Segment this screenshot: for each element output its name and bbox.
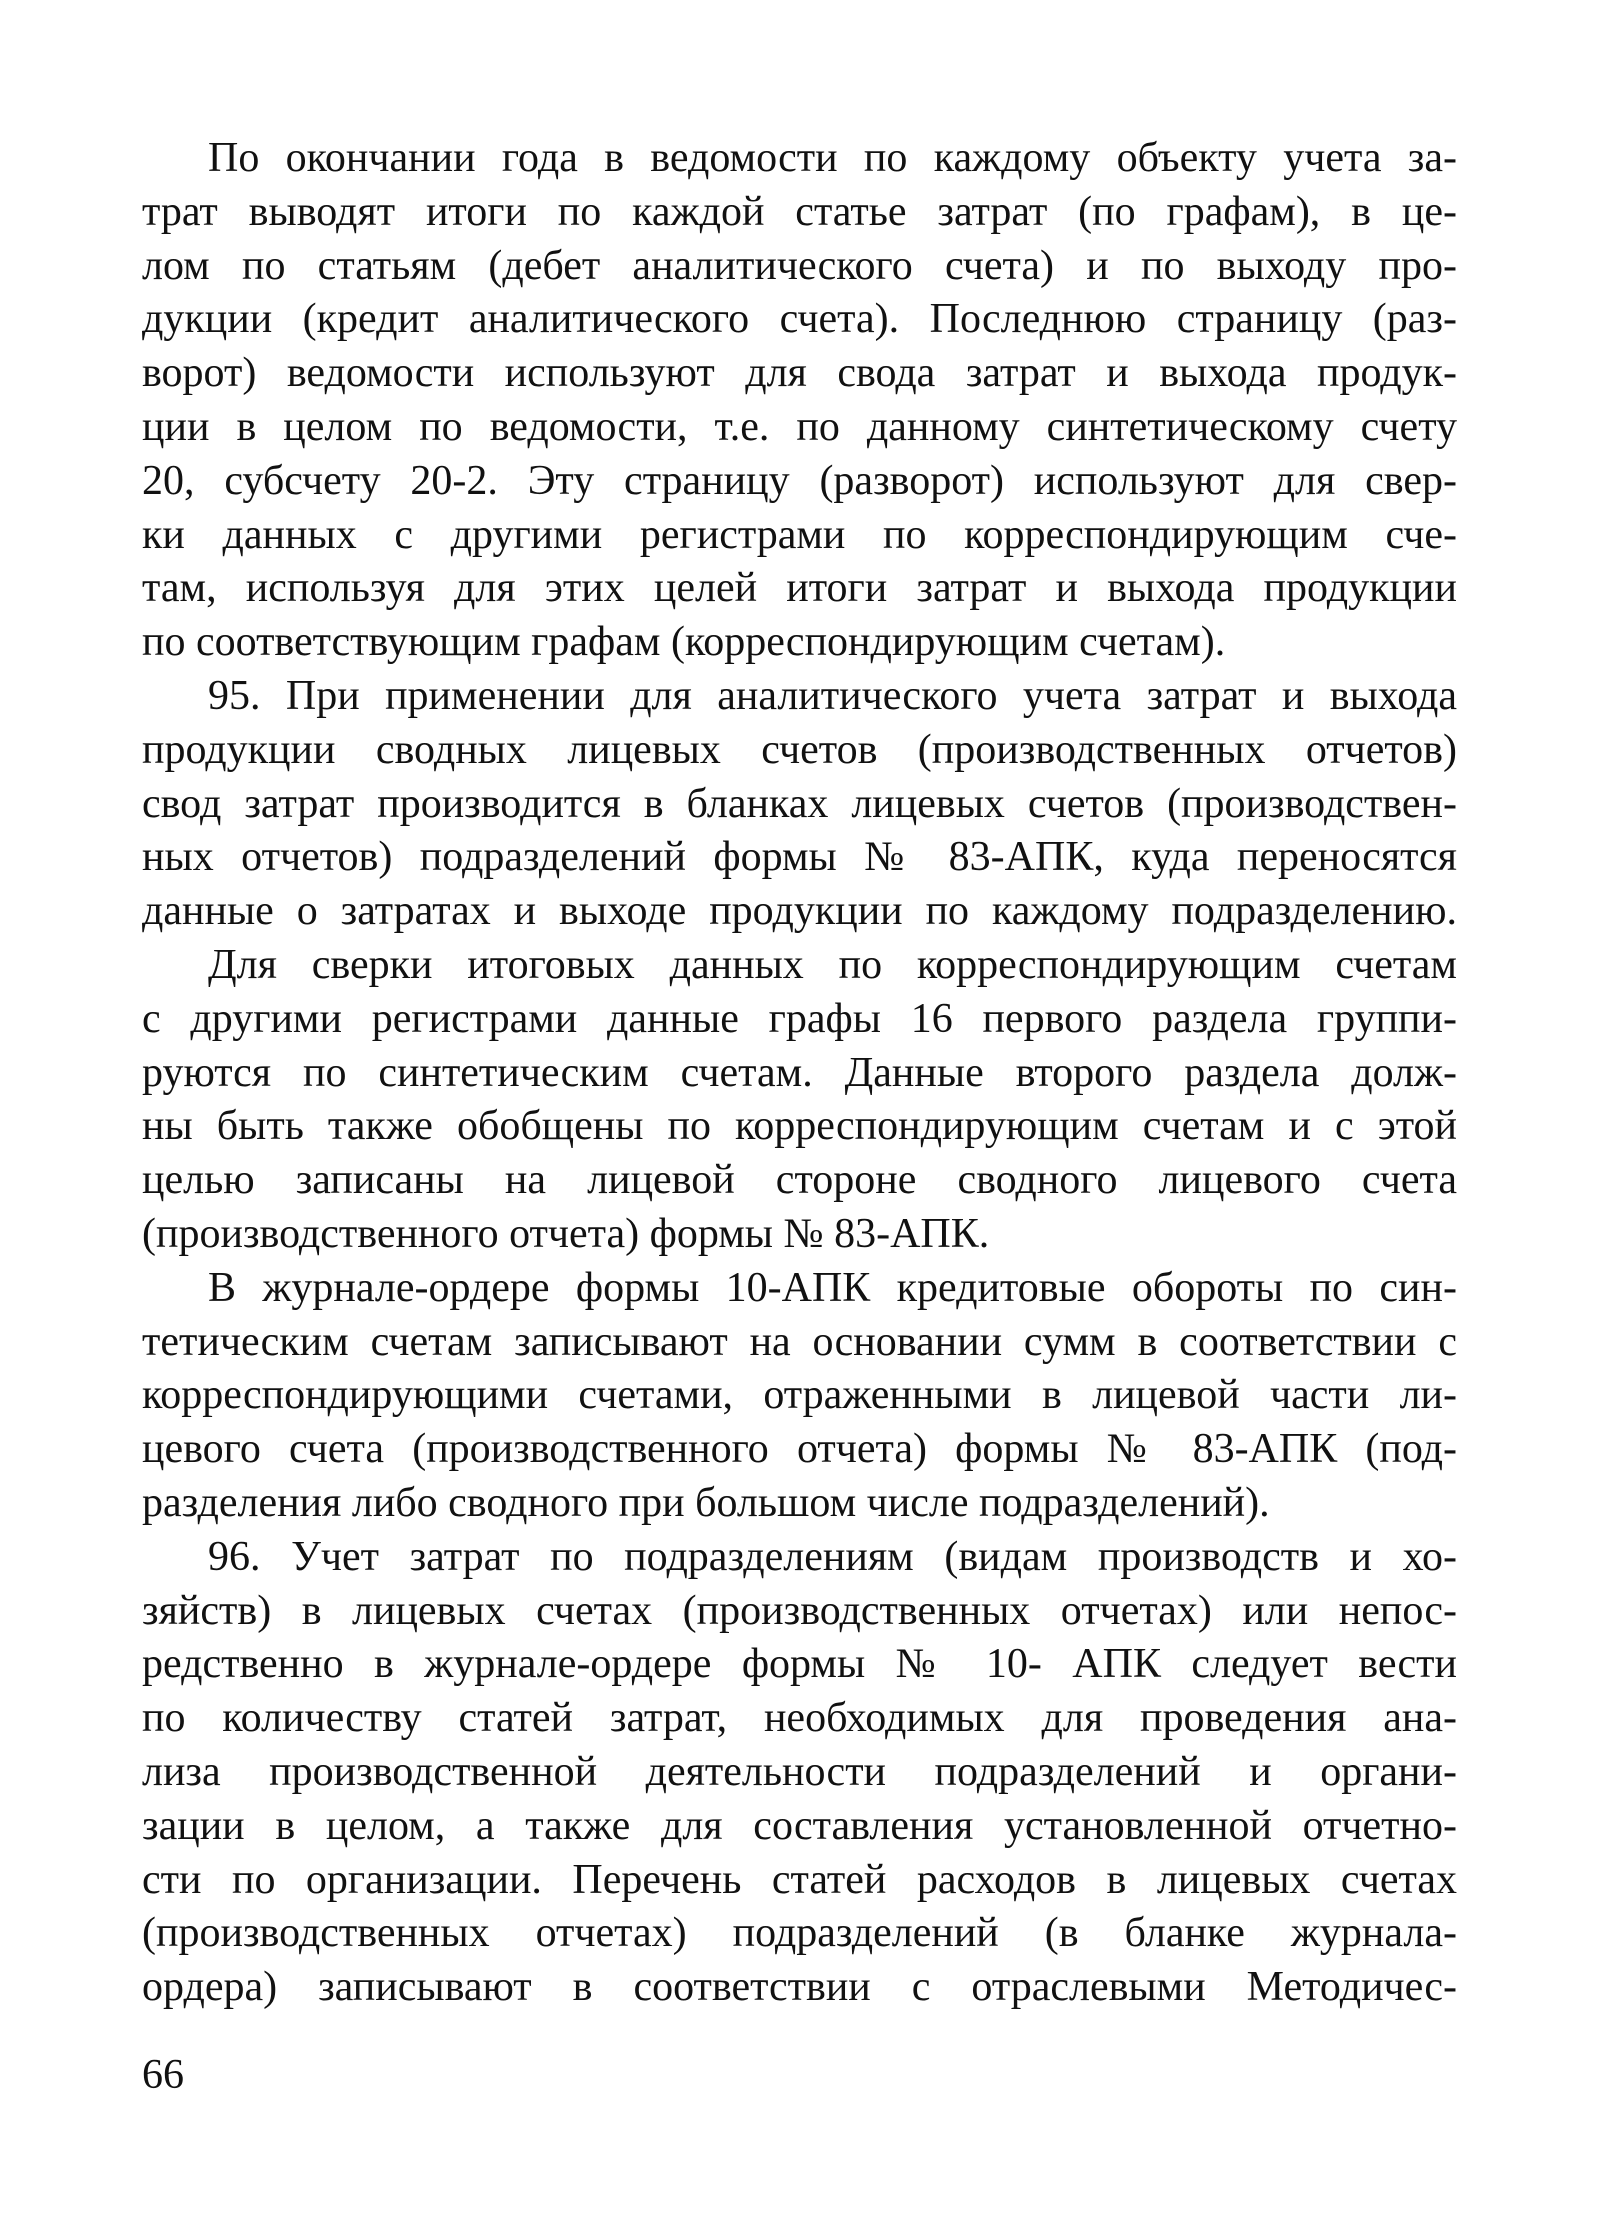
text-line: по количеству статей затрат, необходимых для проведения ана- bbox=[142, 1695, 1457, 1742]
text-line: ных отчетов) подразделений формы № 83-АПК, куда переносятся bbox=[142, 834, 1457, 881]
text-line: разделения либо сводного при большом числе подразделений). bbox=[142, 1479, 1270, 1526]
text-line: ворот) ведомости используют для свода затрат и выхода продук- bbox=[142, 350, 1457, 397]
text-line: ны быть также обобщены по корреспондирующим счетам и с этой bbox=[142, 1103, 1457, 1150]
text-line: ции в целом по ведомости, т.е. по данному синтетическому счету bbox=[142, 403, 1457, 450]
text-line: (производственного отчета) формы № 83-АПК. bbox=[142, 1210, 990, 1257]
text-line: там, используя для этих целей итоги затрат и выхода продукции bbox=[142, 565, 1457, 612]
text-line: данные о затратах и выходе продукции по каждому подразделению. bbox=[142, 888, 1457, 935]
text-line: трат выводят итоги по каждой статье затрат (по графам), в це- bbox=[142, 188, 1457, 235]
text-line: По окончании года в ведомости по каждому объекту учета за- bbox=[208, 135, 1457, 181]
text-line: по соответствующим графам (корреспондирующим счетам). bbox=[142, 619, 1226, 666]
text-line: редственно в журнале-ордере формы № 10- АПК следует вести bbox=[142, 1641, 1457, 1688]
paragraph-2 bbox=[142, 670, 1457, 939]
text-line: 95. При применении для аналитического учета затрат и выхода bbox=[208, 672, 1457, 719]
text-line: целью записаны на лицевой стороне сводного лицевого счета bbox=[142, 1157, 1457, 1204]
text-line: тетическим счетам записывают на основании сумм в соответствии с bbox=[142, 1318, 1457, 1365]
text-line: корреспондирующими счетами, отраженными в лицевой части ли- bbox=[142, 1372, 1457, 1419]
text-line: ки данных с другими регистрами по корреспондирующим сче- bbox=[142, 511, 1457, 558]
text-line: (производственных отчетах) подразделений (в бланке журнала- bbox=[142, 1910, 1457, 1957]
text-line: 96. Учет затрат по подразделениям (видам производств и хо- bbox=[208, 1533, 1457, 1580]
body-text bbox=[142, 132, 1457, 2015]
text-line: лиза производственной деятельности подразделений и органи- bbox=[142, 1748, 1457, 1795]
paragraph-1 bbox=[142, 132, 1457, 670]
paragraph-3 bbox=[142, 939, 1457, 1262]
text-line: ордера) записывают в соответствии с отраслевыми Методичес- bbox=[142, 1964, 1457, 2011]
text-line: цевого счета (производственного отчета) формы № 83-АПК (под- bbox=[142, 1426, 1457, 1473]
text-line: с другими регистрами данные графы 16 первого раздела группи- bbox=[142, 995, 1457, 1042]
text-line: продукции сводных лицевых счетов (производственных отчетов) bbox=[142, 726, 1457, 773]
paragraph-5 bbox=[142, 1531, 1457, 2015]
text-line: лом по статьям (дебет аналитического счета) и по выходу про- bbox=[142, 242, 1457, 289]
text-line: дукции (кредит аналитического счета). Последнюю страницу (раз- bbox=[142, 296, 1457, 343]
text-line: свод затрат производится в бланках лицевых счетов (производствен- bbox=[142, 780, 1457, 827]
text-line: сти по организации. Перечень статей расходов в лицевых счетах bbox=[142, 1856, 1457, 1903]
paragraph-4 bbox=[142, 1262, 1457, 1531]
text-line: зации в целом, а также для составления установленной отчетно- bbox=[142, 1802, 1457, 1849]
text-line: руются по синтетическим счетам. Данные второго раздела долж- bbox=[142, 1049, 1457, 1096]
text-line: Для сверки итоговых данных по корреспондирующим счетам bbox=[208, 941, 1457, 988]
text-line: В журнале-ордере формы 10-АПК кредитовые обороты по син- bbox=[208, 1264, 1457, 1311]
text-line: зяйств) в лицевых счетах (производственных отчетах) или непос- bbox=[142, 1587, 1457, 1634]
text-line: 20, субсчету 20-2. Эту страницу (разворот) используют для свер- bbox=[142, 457, 1457, 504]
page-number: 66 bbox=[142, 2052, 184, 2098]
